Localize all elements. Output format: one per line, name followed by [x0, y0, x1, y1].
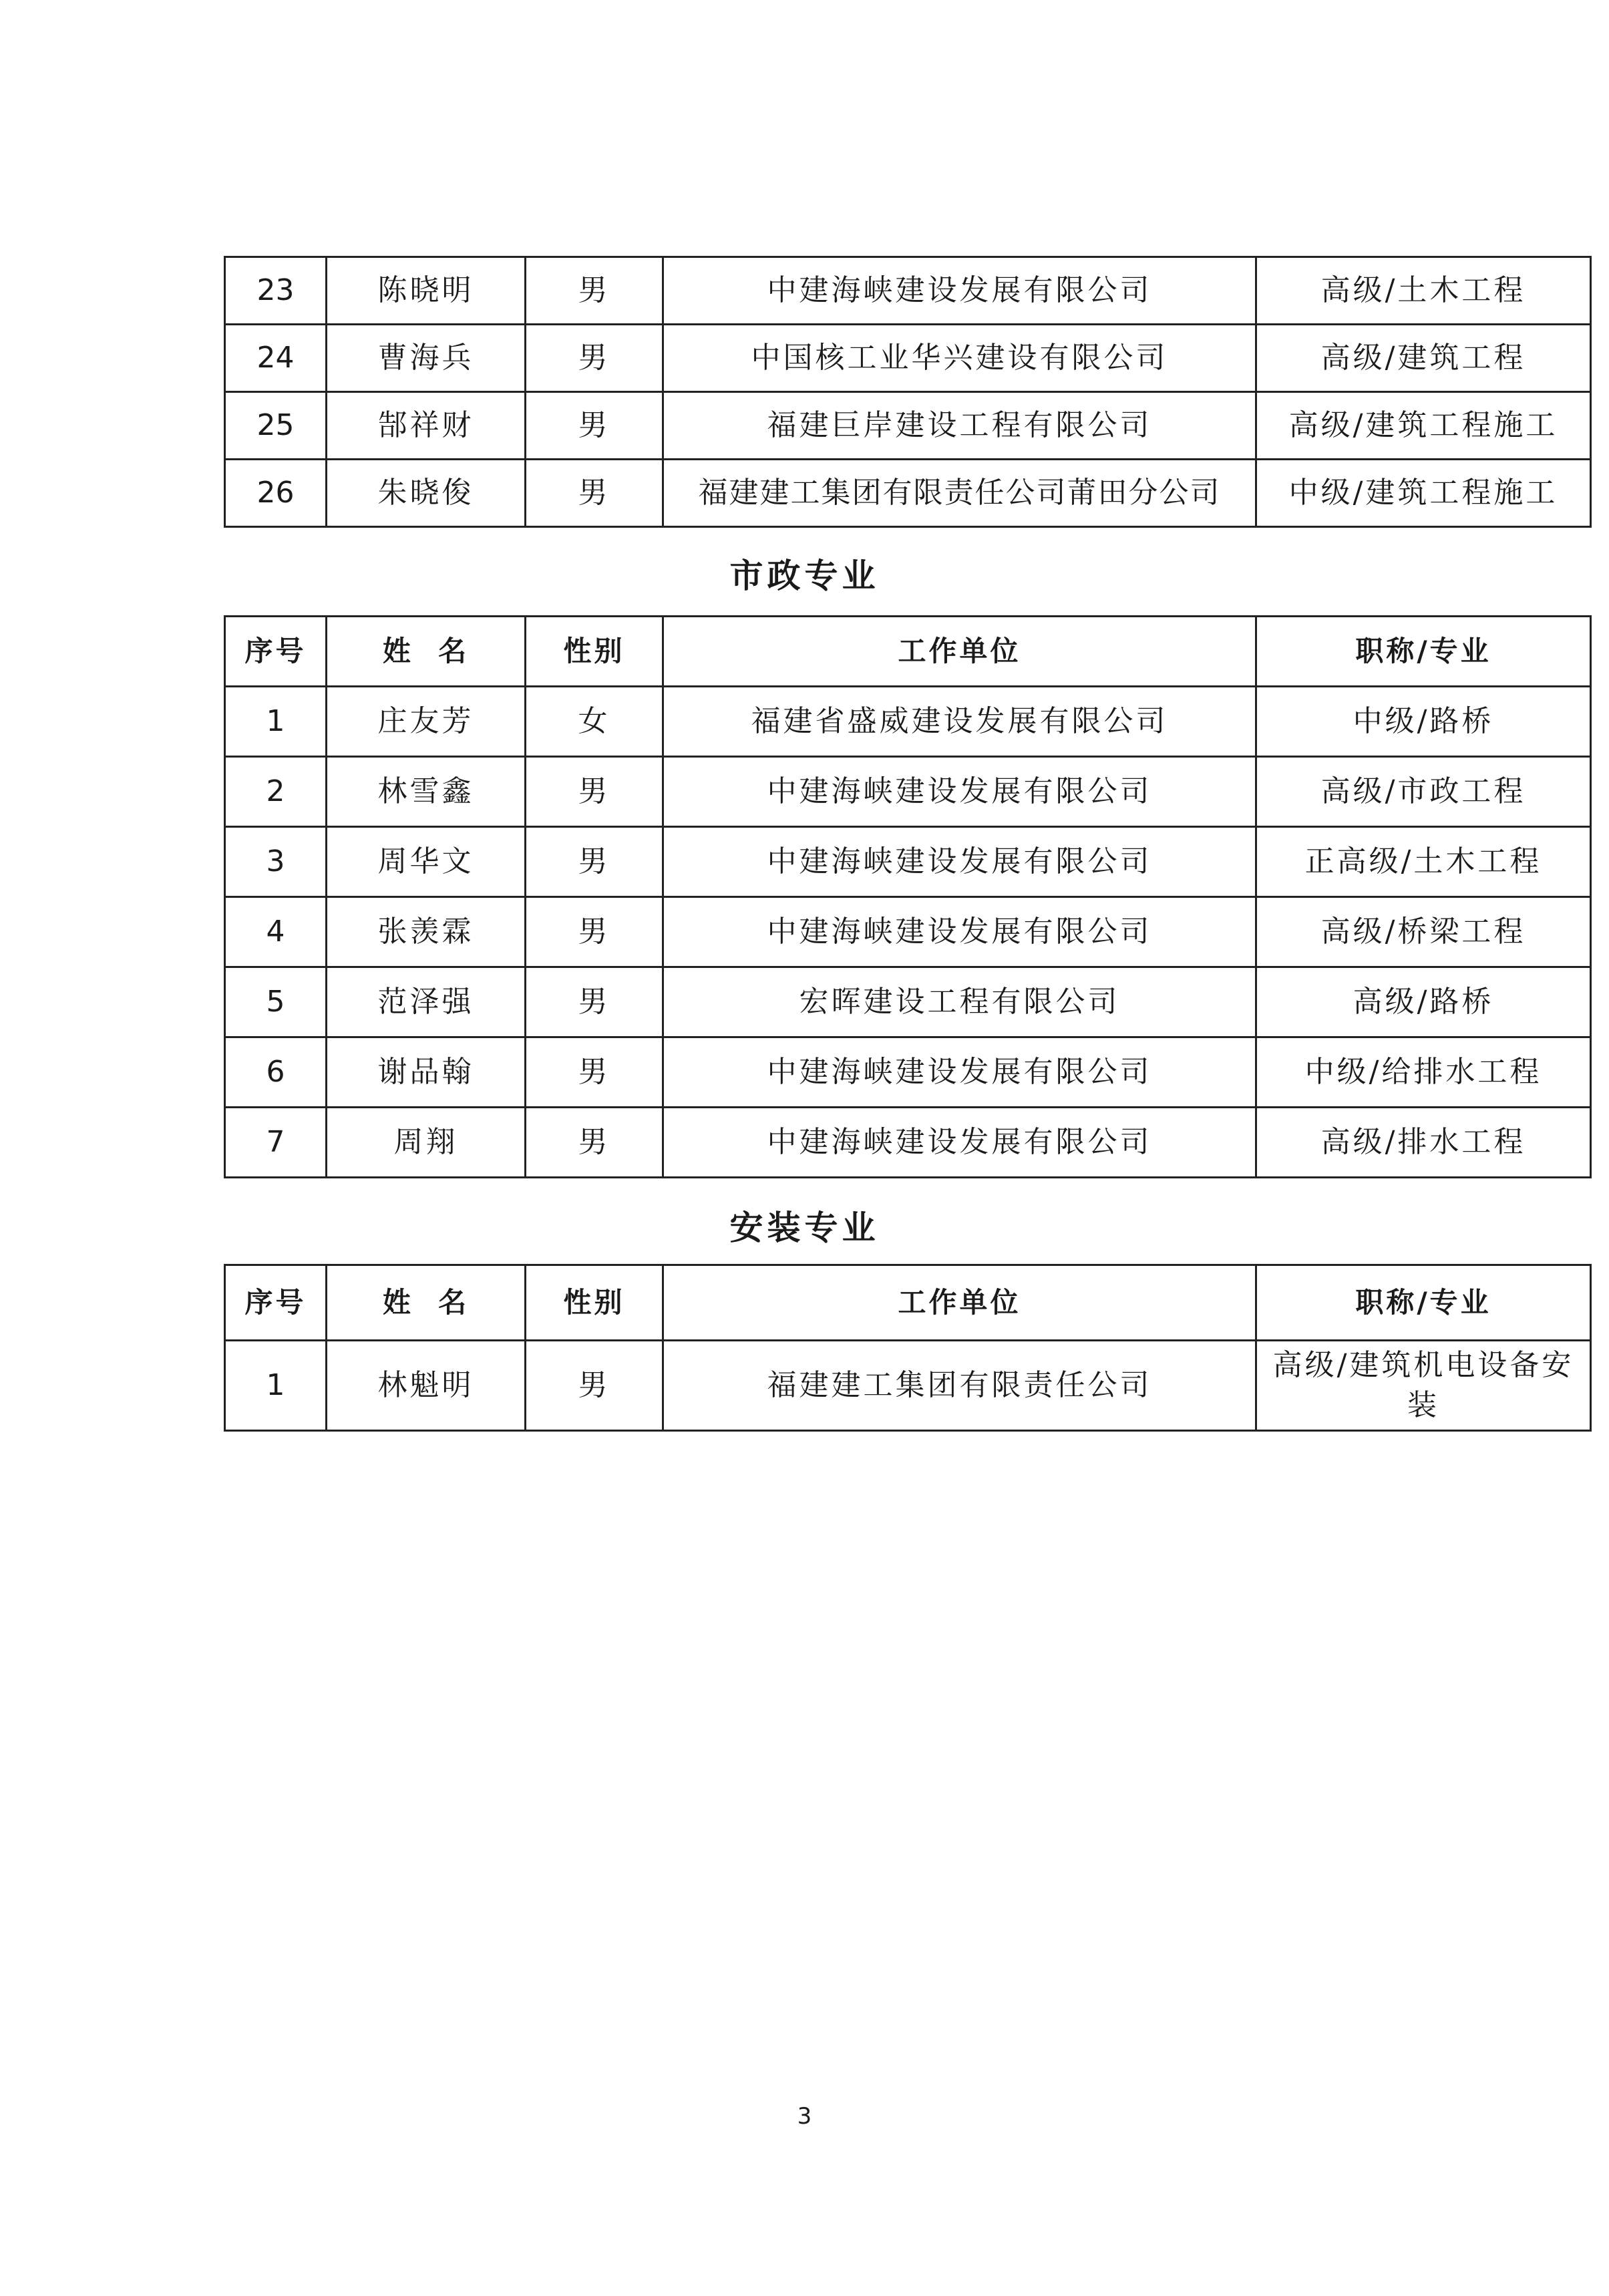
table-row [225, 687, 1591, 757]
table-row [225, 257, 1591, 325]
row-gender: 男 [526, 392, 663, 460]
row-index: 7 [225, 1108, 327, 1178]
row-title-major: 高级/桥梁工程 [1256, 897, 1591, 967]
row-index: 1 [225, 687, 327, 757]
row-index: 5 [225, 967, 327, 1037]
row-index: 4 [225, 897, 327, 967]
row-employer: 中建海峡建设发展有限公司 [663, 757, 1256, 827]
row-title-major: 中级/给排水工程 [1256, 1037, 1591, 1108]
table-row [225, 1037, 1591, 1108]
row-name: 张羡霖 [327, 897, 526, 967]
row-name: 朱晓俊 [327, 460, 526, 527]
header-employer: 工作单位 [663, 617, 1256, 687]
table-header-row [225, 1265, 1591, 1341]
row-name: 周华文 [327, 827, 526, 897]
header-gender: 性别 [526, 617, 663, 687]
section-title-municipal: 市政专业 [729, 556, 880, 595]
header-title-major: 职称/专业 [1256, 617, 1591, 687]
row-name: 林雪鑫 [327, 757, 526, 827]
row-name: 林魁明 [327, 1341, 526, 1431]
row-name: 陈晓明 [327, 257, 526, 325]
page-number: 3 [797, 2103, 812, 2130]
row-employer: 宏晖建设工程有限公司 [663, 967, 1256, 1037]
row-title-major: 高级/建筑工程施工 [1256, 392, 1591, 460]
row-gender: 男 [526, 1037, 663, 1108]
row-index: 3 [225, 827, 327, 897]
install-roster-table [224, 1264, 1592, 1432]
table-row [225, 827, 1591, 897]
table-row [225, 967, 1591, 1037]
header-name: 姓 名 [327, 617, 526, 687]
row-index: 2 [225, 757, 327, 827]
row-gender: 男 [526, 257, 663, 325]
table-row [225, 1108, 1591, 1178]
header-index: 序号 [225, 617, 327, 687]
header-employer: 工作单位 [663, 1265, 1256, 1341]
row-index: 1 [225, 1341, 327, 1431]
row-title-major: 高级/建筑工程 [1256, 325, 1591, 392]
row-name: 谢品翰 [327, 1037, 526, 1108]
row-employer: 中国核工业华兴建设有限公司 [663, 325, 1256, 392]
table-row [225, 897, 1591, 967]
row-employer: 福建省盛威建设发展有限公司 [663, 687, 1256, 757]
row-title-major: 高级/建筑机电设备安装 [1256, 1341, 1591, 1431]
table-row [225, 757, 1591, 827]
header-name: 姓 名 [327, 1265, 526, 1341]
row-name: 周翔 [327, 1108, 526, 1178]
row-employer: 中建海峡建设发展有限公司 [663, 1037, 1256, 1108]
row-title-major: 正高级/土木工程 [1256, 827, 1591, 897]
row-title-major: 中级/路桥 [1256, 687, 1591, 757]
table-row [225, 460, 1591, 527]
row-employer: 中建海峡建设发展有限公司 [663, 1108, 1256, 1178]
row-employer: 福建建工集团有限责任公司莆田分公司 [663, 460, 1256, 527]
table-header-row [225, 617, 1591, 687]
row-employer: 中建海峡建设发展有限公司 [663, 897, 1256, 967]
row-gender: 男 [526, 827, 663, 897]
row-employer: 中建海峡建设发展有限公司 [663, 257, 1256, 325]
table-row [225, 392, 1591, 460]
continued-roster-table [224, 256, 1592, 528]
municipal-roster-table [224, 615, 1592, 1178]
row-gender: 男 [526, 1341, 663, 1431]
row-index: 6 [225, 1037, 327, 1108]
row-gender: 女 [526, 687, 663, 757]
row-name: 范泽强 [327, 967, 526, 1037]
row-gender: 男 [526, 967, 663, 1037]
row-gender: 男 [526, 757, 663, 827]
row-employer: 福建建工集团有限责任公司 [663, 1341, 1256, 1431]
row-index: 23 [225, 257, 327, 325]
table-row [225, 1341, 1591, 1431]
row-title-major: 高级/路桥 [1256, 967, 1591, 1037]
header-title-major: 职称/专业 [1256, 1265, 1591, 1341]
table-row [225, 325, 1591, 392]
header-index: 序号 [225, 1265, 327, 1341]
row-title-major: 高级/市政工程 [1256, 757, 1591, 827]
row-title-major: 中级/建筑工程施工 [1256, 460, 1591, 527]
row-gender: 男 [526, 325, 663, 392]
row-index: 25 [225, 392, 327, 460]
section-title-install: 安装专业 [729, 1208, 880, 1247]
row-title-major: 高级/土木工程 [1256, 257, 1591, 325]
row-name: 郜祥财 [327, 392, 526, 460]
row-index: 26 [225, 460, 327, 527]
header-gender: 性别 [526, 1265, 663, 1341]
row-employer: 中建海峡建设发展有限公司 [663, 827, 1256, 897]
row-gender: 男 [526, 897, 663, 967]
row-name: 庄友芳 [327, 687, 526, 757]
row-index: 24 [225, 325, 327, 392]
row-name: 曹海兵 [327, 325, 526, 392]
row-employer: 福建巨岸建设工程有限公司 [663, 392, 1256, 460]
row-gender: 男 [526, 1108, 663, 1178]
row-gender: 男 [526, 460, 663, 527]
row-title-major: 高级/排水工程 [1256, 1108, 1591, 1178]
